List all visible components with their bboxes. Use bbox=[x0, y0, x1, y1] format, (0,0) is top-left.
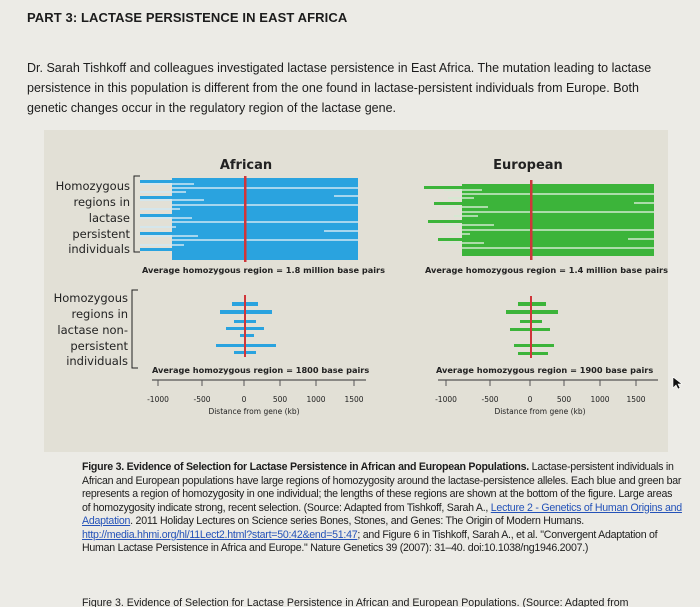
mouse-cursor-icon bbox=[672, 376, 684, 390]
figure-graphic bbox=[44, 130, 668, 452]
axis-tick-label: 500 bbox=[272, 395, 288, 404]
page-title: PART 3: LACTASE PERSISTENCE IN EAST AFRICA bbox=[27, 10, 348, 25]
axis-tick-label: 1000 bbox=[306, 395, 326, 404]
axis-title: Distance from gene (kb) bbox=[494, 407, 586, 416]
bracket-icon bbox=[132, 290, 138, 368]
gene-marker bbox=[244, 295, 246, 357]
caption-text: ; and Figure 6 in Tishkoff, Sarah A., et al. "Convergent Adaptation of Human Lactase Persistence in Africa and Europe." Nature Genetics 39 (2007): 31–40. doi:10.1038/ng1946.2007.) bbox=[82, 528, 658, 554]
axis-tick-label: 1500 bbox=[344, 395, 364, 404]
row-label-line: Homozygous bbox=[53, 291, 128, 305]
european-nonpersistent-bars bbox=[506, 296, 558, 358]
avg-european-persistent: Average homozygous region = 1.4 million base pairs bbox=[425, 265, 668, 275]
african-heading: African bbox=[219, 158, 273, 173]
gene-marker bbox=[530, 296, 532, 358]
axis-tick-label: 500 bbox=[556, 395, 572, 404]
african-nonpersistent-bars bbox=[216, 295, 276, 357]
cut-off-caption-line: Figure 3. Evidence of Selection for Lactase Persistence in African and European Populations. (Source: Adapted from bbox=[82, 597, 629, 607]
axis-tick-label: -500 bbox=[481, 395, 499, 404]
axis-tick-label: 0 bbox=[241, 395, 247, 404]
lactase-figure bbox=[44, 130, 668, 452]
row-label-line: lactase bbox=[88, 211, 130, 225]
row-label-line: individuals bbox=[66, 354, 128, 368]
european-axis bbox=[435, 380, 658, 416]
african-persistent-bars bbox=[140, 176, 358, 262]
gene-marker bbox=[530, 180, 533, 260]
figure-caption bbox=[82, 461, 682, 556]
caption-text: . 2011 Holiday Lectures on Science series Bones, Stones, and Genes: The Origin of Modern Humans. bbox=[130, 515, 584, 527]
european-heading: European bbox=[493, 158, 563, 173]
row-label-line: regions in bbox=[71, 307, 128, 321]
avg-african-nonpersistent: Average homozygous region = 1800 base pairs bbox=[152, 365, 370, 375]
persistent-row-label bbox=[56, 176, 140, 256]
row-label-line: regions in bbox=[73, 195, 130, 209]
african-axis bbox=[147, 380, 366, 416]
homozygosity-bar-block bbox=[172, 178, 358, 260]
row-label-line: individuals bbox=[68, 242, 130, 256]
row-label-line: persistent bbox=[72, 227, 130, 241]
axis-tick-label: 1000 bbox=[590, 395, 610, 404]
lecture-link[interactable]: Lecture 2 - Genetics of Human Origins and Adaptation bbox=[82, 501, 682, 527]
axis-tick-label: -1000 bbox=[147, 395, 169, 404]
caption-title: Figure 3. Evidence of Selection for Lactase Persistence in African and European Populations. bbox=[82, 461, 529, 473]
avg-european-nonpersistent: Average homozygous region = 1900 base pairs bbox=[436, 365, 654, 375]
row-label-line: Homozygous bbox=[55, 179, 130, 193]
axis-tick-label: 1500 bbox=[626, 395, 646, 404]
row-label-line: persistent bbox=[70, 339, 128, 353]
axis-tick-label: 0 bbox=[527, 395, 533, 404]
bracket-icon bbox=[134, 176, 140, 252]
hhmi-url-link[interactable]: http://media.hhmi.org/hl/11Lect2.html?start=50:42&end=51:47 bbox=[82, 528, 358, 541]
axis-tick-label: -500 bbox=[193, 395, 211, 404]
axis-title: Distance from gene (kb) bbox=[208, 407, 300, 416]
avg-african-persistent: Average homozygous region = 1.8 million base pairs bbox=[142, 265, 385, 275]
european-persistent-bars bbox=[424, 180, 654, 260]
gene-marker bbox=[244, 176, 247, 262]
intro-paragraph: Dr. Sarah Tishkoff and colleagues investigated lactase persistence in East Africa. The mutation leading to lactase persistence in this population is different from the one found in lactase-persistent individuals from Europe. Both genetic changes occur in the regulatory region of the lactase gene. bbox=[27, 61, 652, 115]
row-label-line: lactase non- bbox=[57, 323, 128, 337]
axis-tick-label: -1000 bbox=[435, 395, 457, 404]
nonpersistent-row-label bbox=[54, 290, 138, 368]
caption-text: Lactase-persistent individuals in African and European populations have large regions of homozygosity around the lactase-persistence alleles. Each blue and green bar represents a region of homozygosity in one individual; the lengths of these regions are shown at the bottom of the figure. Large areas of homozygosity indicate strong, recent selection. (Source: Adapted from Tishkoff, Sarah A., bbox=[82, 461, 682, 514]
